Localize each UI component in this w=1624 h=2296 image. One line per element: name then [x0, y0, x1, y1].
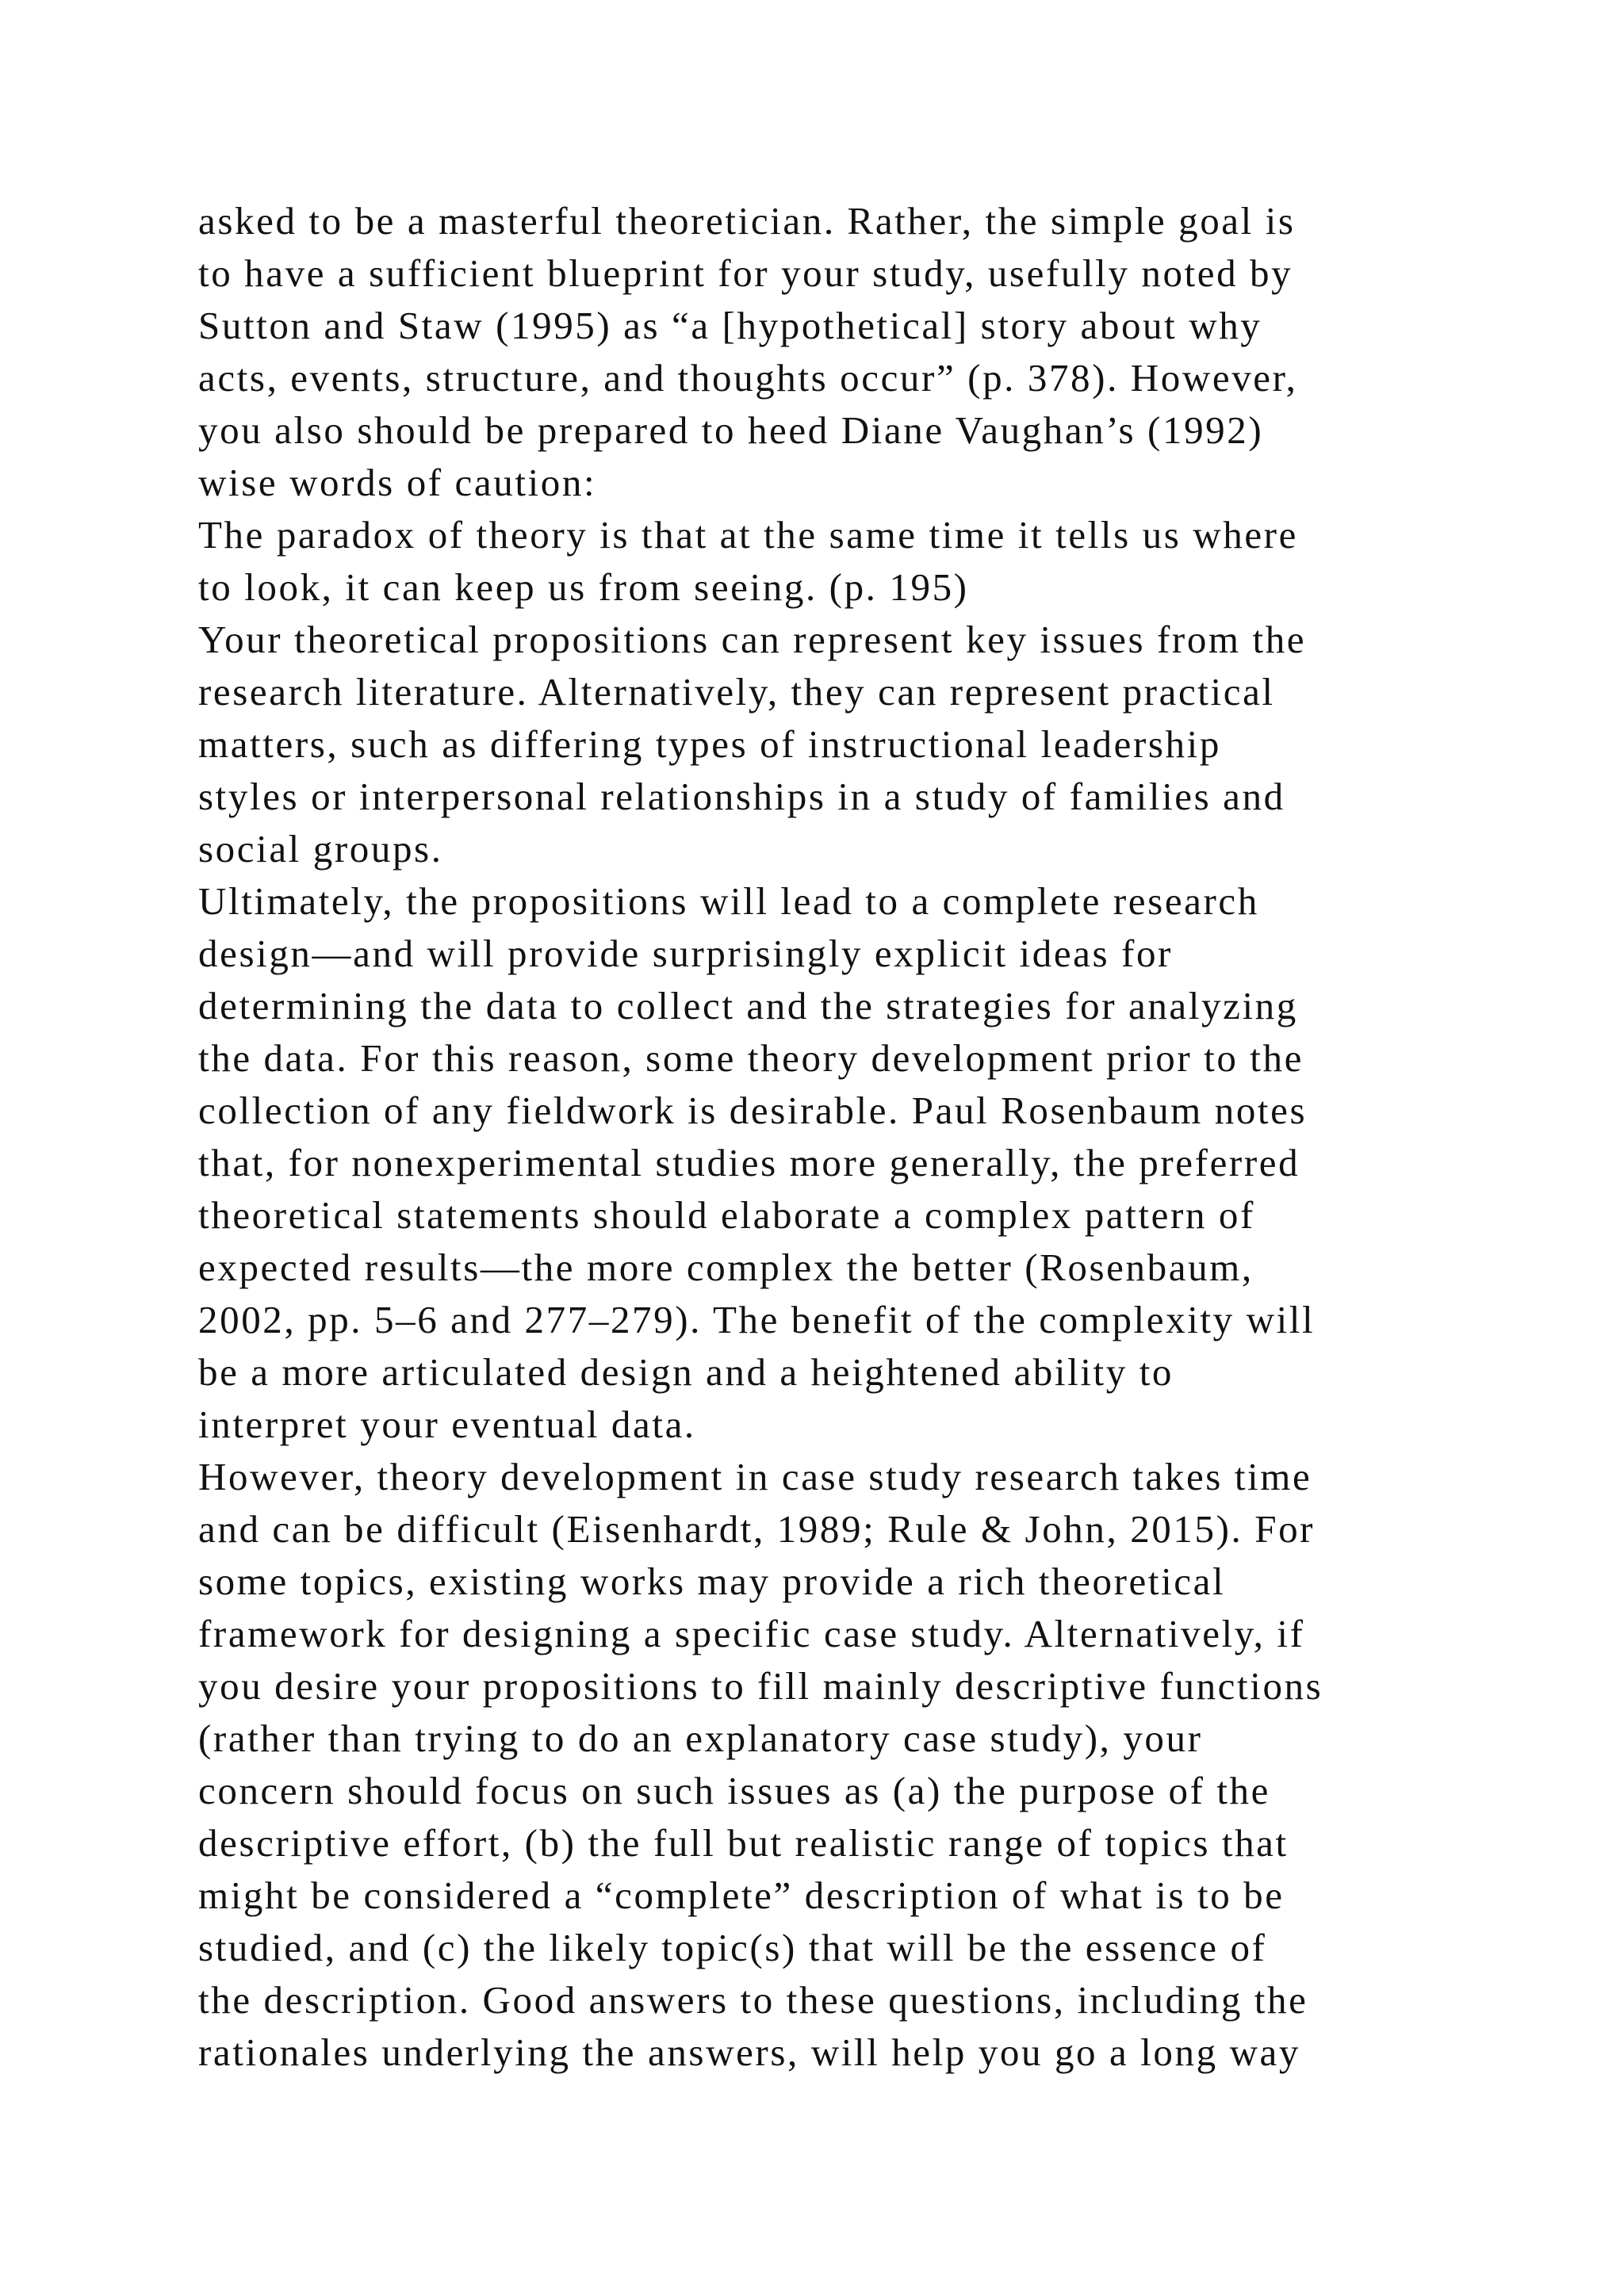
text-line: some topics, existing works may provide a rich theoretical [198, 1559, 1226, 1603]
text-line: interpret your eventual data. [198, 1402, 696, 1446]
text-line: research literature. Alternatively, they can represent practical [198, 670, 1275, 714]
text-line: styles or interpersonal relationships in a study of families and [198, 775, 1285, 818]
text-line: design—and will provide surprisingly explicit ideas for [198, 932, 1173, 975]
text-line: you also should be prepared to heed Diane Vaughan’s (1992) [198, 408, 1264, 452]
text-line: to have a sufficient blueprint for your study, usefully noted by [198, 251, 1293, 295]
text-line: Your theoretical propositions can represent key issues from the [198, 618, 1307, 661]
text-line: determining the data to collect and the strategies for analyzing [198, 984, 1298, 1027]
text-line: and can be difficult (Eisenhardt, 1989; Rule & John, 2015). For [198, 1507, 1316, 1551]
text-line: expected results—the more complex the better (Rosenbaum, [198, 1246, 1254, 1289]
text-line: social groups. [198, 827, 443, 871]
text-line: studied, and (c) the likely topic(s) that will be the essence of [198, 1926, 1267, 1969]
text-line: the data. For this reason, some theory development prior to the [198, 1036, 1304, 1080]
text-line: concern should focus on such issues as (a) the purpose of the [198, 1769, 1270, 1812]
quote-line: to look, it can keep us from seeing. (p. 195) [198, 565, 969, 609]
text-line: that, for nonexperimental studies more generally, the preferred [198, 1141, 1300, 1184]
text-line: wise words of caution: [198, 461, 597, 504]
text-line: rationales underlying the answers, will help you go a long way [198, 2030, 1301, 2074]
text-line: descriptive effort, (b) the full but realistic range of topics that [198, 1821, 1289, 1865]
text-line: 2002, pp. 5–6 and 277–279). The benefit of the complexity will [198, 1298, 1316, 1341]
text-line: asked to be a masterful theoretician. Rather, the simple goal is [198, 199, 1296, 243]
text-line: framework for designing a specific case study. Alternatively, if [198, 1612, 1305, 1655]
text-line: matters, such as differing types of instructional leadership [198, 722, 1221, 766]
text-line: theoretical statements should elaborate a complex pattern of [198, 1193, 1255, 1237]
text-line: collection of any fieldwork is desirable. Paul Rosenbaum notes [198, 1089, 1308, 1132]
text-line: acts, events, structure, and thoughts occur” (p. 378). However, [198, 356, 1298, 400]
text-line: might be considered a “complete” description of what is to be [198, 1873, 1285, 1917]
text-line: be a more articulated design and a heightened ability to [198, 1350, 1174, 1394]
text-line: you desire your propositions to fill mainly descriptive functions [198, 1664, 1323, 1708]
text-line: (rather than trying to do an explanatory case study), your [198, 1716, 1203, 1760]
text-line: Sutton and Staw (1995) as “a [hypothetical] story about why [198, 304, 1262, 347]
body-text [198, 195, 1499, 2079]
text-line: the description. Good answers to these questions, including the [198, 1978, 1308, 2022]
quote-line: The paradox of theory is that at the same time it tells us where [198, 513, 1298, 557]
text-line: Ultimately, the propositions will lead to a complete research [198, 879, 1259, 923]
text-line: However, theory development in case study research takes time [198, 1455, 1312, 1498]
